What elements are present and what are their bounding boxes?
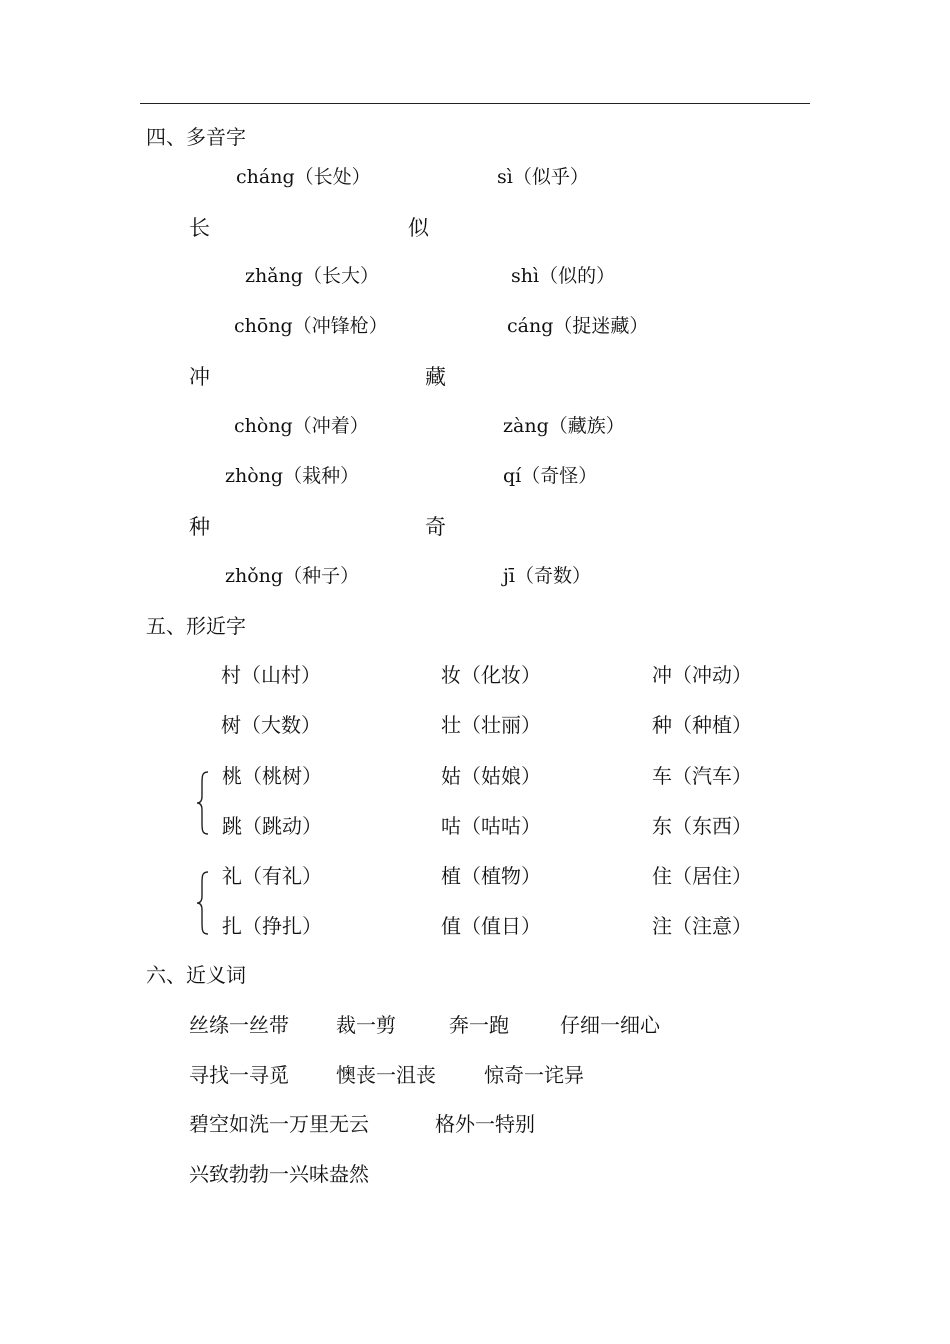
char-zhang: 长 — [189, 216, 210, 240]
reading-chang: cháng（长处） — [236, 166, 371, 188]
synonym-r1-4: 仔细一细心 — [560, 1013, 660, 1037]
section-heading-synonyms: 六、近义词 — [146, 963, 246, 987]
similar-r1-c1: 村（山村） — [221, 663, 321, 687]
section-heading-similar-chars: 五、形近字 — [146, 614, 246, 638]
similar-r6-c1: 扎（挣扎） — [222, 914, 322, 938]
synonym-r2-2: 懊丧一沮丧 — [336, 1063, 436, 1087]
char-si: 似 — [408, 216, 429, 240]
similar-r6-c2: 值（值日） — [441, 914, 541, 938]
section-heading-polyphonic: 四、多音字 — [146, 125, 246, 149]
synonym-r4-1: 兴致勃勃一兴味盎然 — [189, 1162, 369, 1186]
char-cang: 藏 — [425, 365, 446, 389]
synonym-r1-3: 奔一跑 — [449, 1013, 509, 1037]
similar-r3-c3: 车（汽车） — [652, 764, 752, 788]
similar-r4-c2: 咕（咕咕） — [441, 814, 541, 838]
reading-zhang: zhǎng（长大） — [245, 265, 379, 287]
reading-zhong4: zhòng（栽种） — [225, 465, 360, 487]
synonym-r3-2: 格外一特别 — [435, 1112, 535, 1136]
header-rule — [140, 103, 810, 104]
brace-icon — [196, 770, 210, 836]
char-chong: 冲 — [189, 365, 210, 389]
similar-r4-c1: 跳（跳动） — [222, 814, 322, 838]
reading-si: sì（似乎） — [497, 166, 589, 188]
synonym-r2-3: 惊奇一诧异 — [484, 1063, 584, 1087]
reading-shi: shì（似的） — [511, 265, 616, 287]
reading-qi: qí（奇怪） — [503, 465, 598, 487]
similar-r5-c2: 植（植物） — [441, 864, 541, 888]
similar-r5-c1: 礼（有礼） — [222, 864, 322, 888]
reading-ji: jī（奇数） — [503, 565, 591, 587]
char-zhong: 种 — [189, 515, 210, 539]
similar-r6-c3: 注（注意） — [652, 914, 752, 938]
synonym-r1-2: 裁一剪 — [336, 1013, 396, 1037]
similar-r2-c2: 壮（壮丽） — [441, 713, 541, 737]
similar-r1-c2: 妆（化妆） — [441, 663, 541, 687]
reading-chong1: chōng（冲锋枪） — [234, 315, 388, 337]
similar-r1-c3: 冲（冲动） — [652, 663, 752, 687]
similar-r2-c1: 树（大数） — [221, 713, 321, 737]
synonym-r2-1: 寻找一寻觅 — [189, 1063, 289, 1087]
synonym-r3-1: 碧空如洗一万里无云 — [189, 1112, 369, 1136]
similar-r5-c3: 住（居住） — [652, 864, 752, 888]
reading-zang: zàng（藏族） — [503, 415, 625, 437]
synonym-r1-1: 丝绦一丝带 — [189, 1013, 289, 1037]
similar-r3-c2: 姑（姑娘） — [441, 764, 541, 788]
reading-chong4: chòng（冲着） — [234, 415, 369, 437]
char-qi: 奇 — [425, 515, 446, 539]
reading-cang: cáng（捉迷藏） — [507, 315, 649, 337]
similar-r2-c3: 种（种植） — [652, 713, 752, 737]
brace-icon — [196, 870, 210, 936]
reading-zhong3: zhǒng（种子） — [225, 565, 360, 587]
similar-r4-c3: 东（东西） — [652, 814, 752, 838]
similar-r3-c1: 桃（桃树） — [222, 764, 322, 788]
